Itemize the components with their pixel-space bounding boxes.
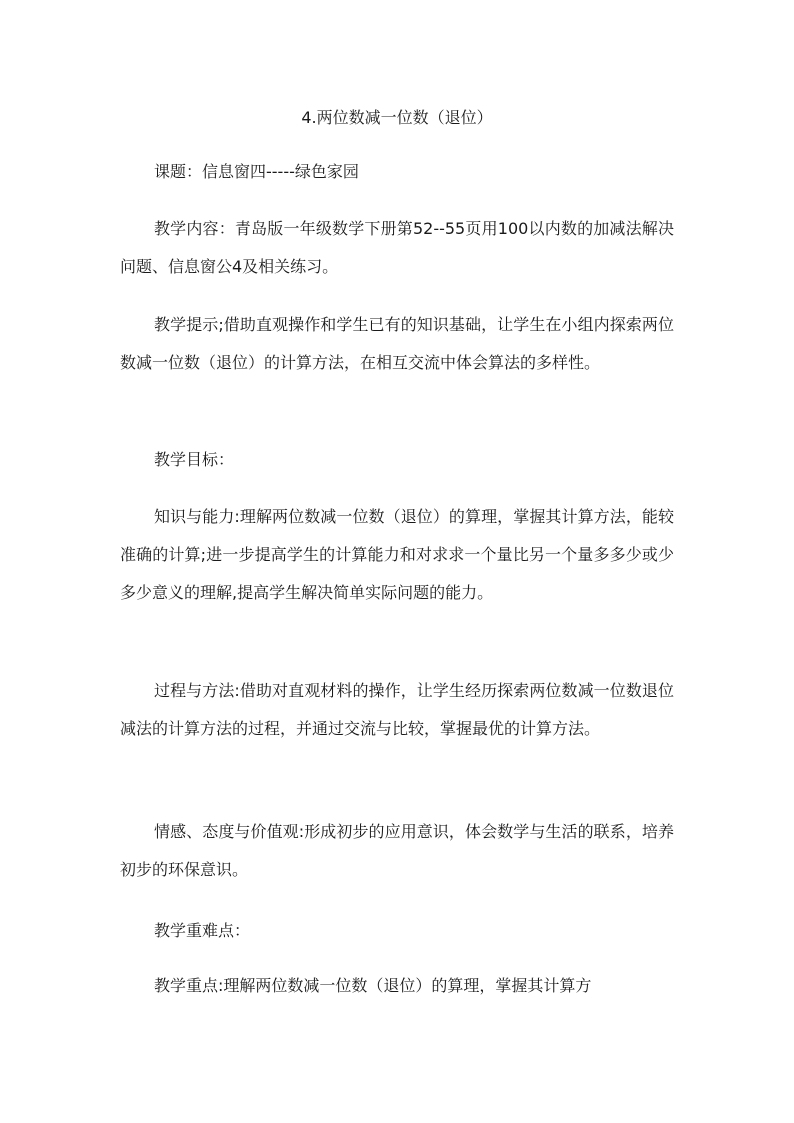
paragraph-emotion-attitude: 情感、态度与价值观:形成初步的应用意识，体会数学与生活的联系，培养初步的环保意识。 — [120, 822, 674, 879]
heading-key-difficulties: 教学重难点： — [154, 921, 251, 940]
paragraph-topic: 课题：信息窗四-----绿色家园 — [154, 162, 359, 181]
document-title: 4.两位数减一位数（退位） — [301, 108, 493, 127]
heading-teaching-goals: 教学目标： — [154, 450, 235, 469]
paragraph-teaching-hint: 教学提示;借助直观操作和学生已有的知识基础，让学生在小组内探索两位数减一位数（退位）的计算方法，在相互交流中体会算法的多样性。 — [120, 315, 674, 372]
paragraph-key-points: 教学重点:理解两位数减一位数（退位）的算理，掌握其计算方 — [154, 976, 592, 995]
paragraph-teaching-content: 教学内容：青岛版一年级数学下册第52--55页用100以内数的加减法解决问题、信息窗公4及相关练习。 — [120, 219, 674, 276]
paragraph-process-method: 过程与方法:借助对直观材料的操作，让学生经历探索两位数减一位数退位减法的计算方法的过程，并通过交流与比较，掌握最优的计算方法。 — [120, 681, 674, 738]
paragraph-knowledge-ability: 知识与能力:理解两位数减一位数（退位）的算理，掌握其计算方法，能较准确的计算;进一步提高学生的计算能力和对求求一个量比另一个量多多少或少多少意义的理解,提高学生解决简单实际问题的能力。 — [120, 507, 674, 602]
